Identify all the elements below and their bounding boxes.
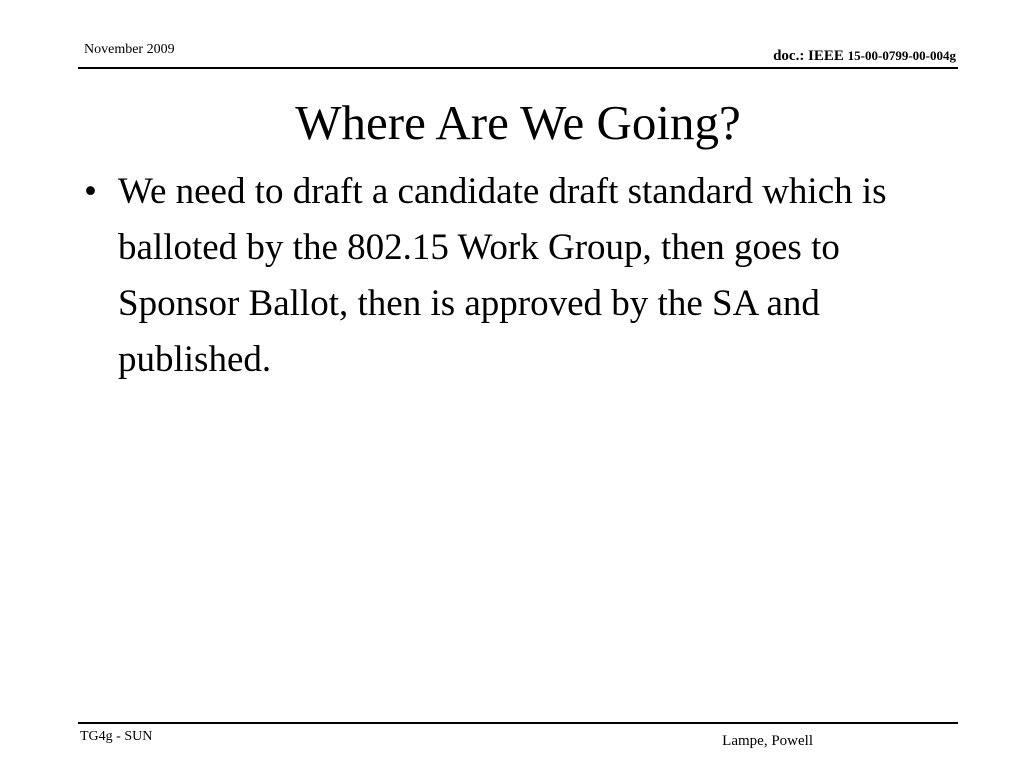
document-label: doc.: IEEE (773, 48, 844, 64)
bullet-text: We need to draft a candidate draft standard which is balloted by the 802.15 Work Group, then goes to Sponsor Ballot, then is approved by the SA and published. (118, 171, 887, 380)
bullet-item (84, 164, 934, 388)
header-date: November 2009 (84, 42, 175, 57)
header-divider (78, 67, 958, 69)
bullet-icon: • (84, 171, 97, 212)
footer-group-label: TG4g - SUN (80, 729, 153, 744)
document-id (773, 47, 956, 65)
footer-divider (78, 722, 958, 724)
footer-authors: Lampe, Powell (722, 733, 813, 749)
slide-title: Where Are We Going? (295, 95, 741, 150)
document-number: 15-00-0799-00-004g (847, 48, 956, 63)
bullet-list (84, 164, 934, 388)
